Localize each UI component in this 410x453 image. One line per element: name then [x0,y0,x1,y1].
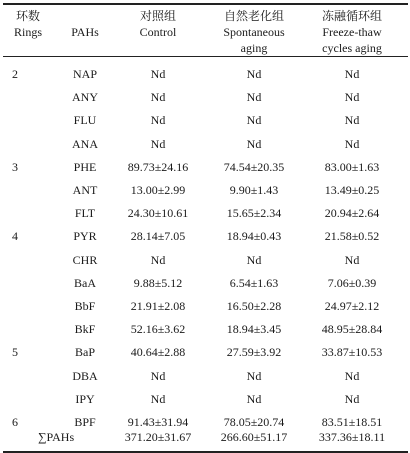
row-7-freeze-thaw: 21.58±0.52 [324,229,380,244]
header-spontaneous-en2: aging [240,41,268,55]
total-control: 371.20±31.67 [124,430,192,444]
row-5-control: 13.00±2.99 [130,183,186,197]
header-freeze-thaw-en1: Freeze-thaw [322,25,382,39]
row-5-spontaneous: 9.90±1.43 [229,183,279,197]
row-0-spontaneous: Nd [246,67,262,81]
header-freeze-thaw [303,8,401,56]
header-freeze-thaw-cn: 冻融循环组 [321,9,382,23]
row-4-control: 89.73±24.16 [127,159,189,174]
row-3-pah: ANA [72,136,98,151]
row-10-control: 21.91±2.08 [130,299,186,313]
row-1-spontaneous: Nd [246,90,262,105]
row-10-freeze-thaw: 24.97±2.12 [324,299,380,313]
header-spontaneous-en1: Spontaneous [223,25,285,39]
row-11-control: 52.16±3.62 [130,322,186,337]
row-12-spontaneous: 27.59±3.92 [226,345,282,360]
row-0-ring: 2 [12,67,18,81]
row-6-pah: FLT [74,206,96,221]
header-freeze-thaw-en2: cycles aging [322,41,382,55]
row-7-pah: PYR [73,229,97,244]
total-label: ∑PAHs [38,430,75,444]
row-5-pah: ANT [72,183,98,197]
row-11-pah: BkF [74,322,96,337]
row-14-spontaneous: Nd [246,391,262,406]
row-8-spontaneous: Nd [246,252,262,267]
row-8-pah: CHR [72,252,98,267]
row-12-pah: BaP [74,345,95,360]
row-9-freeze-thaw: 7.06±0.39 [327,275,377,290]
row-6-spontaneous: 15.65±2.34 [226,206,282,221]
row-7-spontaneous: 18.94±0.43 [226,229,282,244]
row-15-spontaneous: 78.05±20.74 [223,415,285,429]
row-7-ring: 4 [12,229,18,244]
row-6-control: 24.30±10.61 [127,206,189,221]
row-8-freeze-thaw: Nd [344,252,360,267]
row-2-control: Nd [150,113,166,128]
row-14-control: Nd [150,391,166,406]
row-14-pah: IPY [75,391,95,406]
row-13-freeze-thaw: Nd [344,368,360,383]
header-spontaneous-cn: 自然老化组 [223,9,284,23]
row-0-freeze-thaw: Nd [344,67,360,81]
row-10-pah: BbF [74,299,96,313]
table-header-rule [3,56,408,57]
header-control [112,8,204,40]
row-9-control: 9.88±5.12 [133,275,183,290]
row-15-pah: BPF [74,415,96,429]
row-3-freeze-thaw: Nd [344,136,360,151]
row-0-pah: NAP [72,67,97,81]
row-2-spontaneous: Nd [246,113,262,128]
table-bottom-rule [3,451,408,453]
row-1-freeze-thaw: Nd [344,90,360,105]
row-7-control: 28.14±7.05 [130,229,186,244]
header-rings [8,8,48,40]
row-8-control: Nd [150,252,166,267]
row-13-pah: DBA [72,368,98,383]
row-1-pah: ANY [72,90,98,105]
total-freeze-thaw: 337.36±18.11 [318,430,386,444]
header-spontaneous [205,8,303,56]
row-13-spontaneous: Nd [246,368,262,383]
row-15-freeze-thaw: 83.51±18.51 [321,415,383,429]
header-control-cn: 对照组 [139,9,176,23]
row-4-ring: 3 [12,159,18,174]
row-14-freeze-thaw: Nd [344,391,360,406]
row-10-spontaneous: 16.50±2.28 [226,299,282,313]
table-top-rule [3,3,408,5]
row-11-spontaneous: 18.94±3.45 [226,322,282,337]
total-spontaneous: 266.60±51.17 [220,430,288,444]
row-3-spontaneous: Nd [246,136,262,151]
row-13-control: Nd [150,368,166,383]
row-3-control: Nd [150,136,166,151]
row-12-control: 40.64±2.88 [130,345,186,360]
row-4-freeze-thaw: 83.00±1.63 [324,159,380,174]
row-2-pah: FLU [73,113,97,128]
row-4-spontaneous: 74.54±20.35 [223,159,285,174]
row-4-pah: PHE [73,159,97,174]
row-6-freeze-thaw: 20.94±2.64 [324,206,380,221]
row-9-pah: BaA [74,275,96,290]
row-0-control: Nd [150,67,166,81]
header-rings-en: Rings [13,25,42,39]
header-control-en: Control [139,25,177,39]
row-1-control: Nd [150,90,166,105]
row-12-ring: 5 [12,345,18,360]
row-2-freeze-thaw: Nd [344,113,360,128]
row-12-freeze-thaw: 33.87±10.53 [321,345,383,360]
row-9-spontaneous: 6.54±1.63 [229,275,279,290]
row-5-freeze-thaw: 13.49±0.25 [324,183,380,197]
header-pahs: PAHs [71,25,99,39]
row-15-control: 91.43±31.94 [127,415,189,429]
row-11-freeze-thaw: 48.95±28.84 [321,322,383,337]
row-15-ring: 6 [12,415,18,429]
header-rings-cn: 环数 [15,9,40,23]
